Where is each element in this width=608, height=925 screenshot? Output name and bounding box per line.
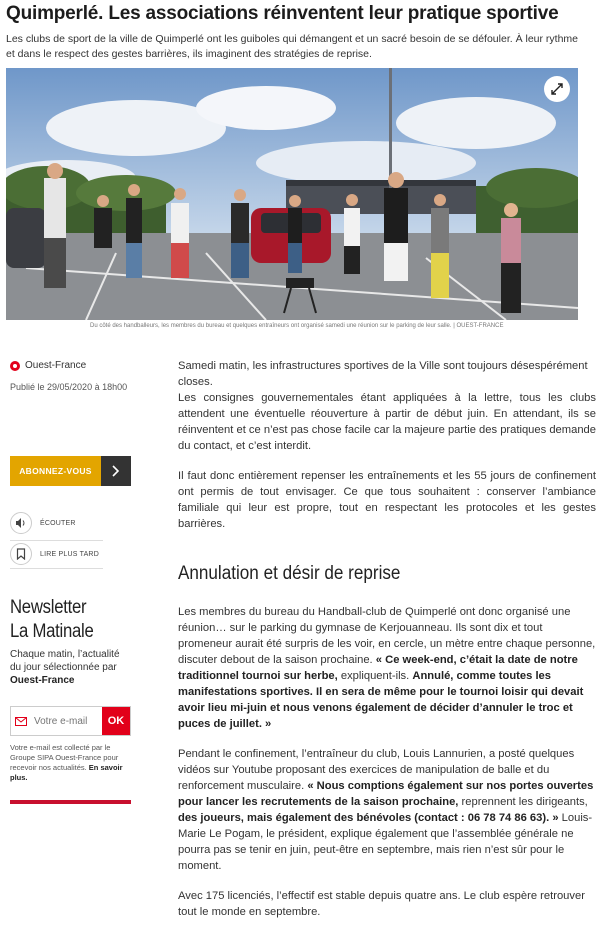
photo-caption: Du côté des handballeurs, les membres du bureau et quelques entraîneurs ont organisé samedi une réunion sur le parking de leur salle. | OUEST-FRANCE — [90, 323, 504, 329]
divider — [10, 540, 103, 541]
read-later-button[interactable] — [10, 543, 99, 565]
mail-icon — [11, 707, 31, 735]
newsletter-bottom-bar — [10, 800, 131, 804]
chevron-right-icon — [101, 456, 131, 486]
learn-more-link[interactable]: En savoir plus. — [10, 763, 123, 782]
paragraph: Samedi matin, les infrastructures sportives de la Ville sont toujours désespérément closes. — [178, 360, 588, 388]
publish-date: Publié le 29/05/2020 à 18h00 — [10, 382, 128, 392]
newsletter-form — [10, 706, 131, 736]
quote-text: « Nous comptions également sur nos portes ouvertes pour lancer les recrutements de la saison prochaine, — [178, 780, 594, 808]
newsletter-brand: Ouest-France — [10, 675, 75, 686]
paragraph: Avec 175 licenciés, l’effectif est stable depuis quatre ans. Le club espère retrouver tout le monde en septembre. — [178, 890, 585, 918]
listen-button[interactable] — [10, 512, 76, 534]
paragraph-text: reprennent les dirigeants, — [458, 796, 588, 808]
newsletter-title-line1: Newsletter — [10, 597, 87, 618]
newsletter-title — [10, 596, 94, 644]
article-source[interactable] — [10, 360, 86, 371]
subscribe-button[interactable] — [10, 456, 131, 486]
ouest-france-logo-icon — [10, 361, 20, 371]
article-title: Quimperlé. Les associations réinventent leur pratique sportive — [6, 3, 559, 24]
newsletter-title-line2: La Matinale — [10, 621, 94, 642]
paragraph: Il faut donc entièrement repenser les entraînements et les 55 jours de confinement ont permis de tout envisager. Ce que tous souhaitent : conserver l’ambiance familiale qui leur est propre, tout en respectant les protocoles et les gestes barrières. — [178, 470, 596, 530]
paragraph-text: Pendant le confinement, l’entraîneur du club, Louis Lannurien, a posté quelques vidéos sur Youtube proposant des exercices de manipulation de balle et du renforcement musculaire. — [178, 748, 575, 792]
divider — [10, 568, 103, 569]
photo-scene — [6, 68, 578, 320]
newsletter-desc-text: Chaque matin, l’actualité du jour sélectionnée par — [10, 649, 120, 673]
paragraph — [178, 746, 596, 874]
source-name: Ouest-France — [25, 360, 87, 371]
expand-icon[interactable] — [544, 76, 570, 102]
email-input[interactable] — [31, 707, 102, 735]
article-lead: Les clubs de sport de la ville de Quimperlé ont les guiboles qui démangent et un sacré besoin de se défouler. À leur rythme et dans le respect des gestes barrières, ils imaginent des stratégies de reprise. — [6, 33, 579, 60]
quote-text: Annulé, comme toutes les manifestations sportives. Il en sera de même pour le tournoi loisir qui devait avoir lieu mi-juin et nous venons également de décider d’annuler le troc et puces de juillet. » — [178, 670, 584, 730]
subscribe-label: ABONNEZ-VOUS — [10, 456, 101, 486]
article-body — [178, 358, 596, 925]
listen-label: ÉCOUTER — [40, 519, 76, 527]
read-later-label: LIRE PLUS TARD — [40, 550, 99, 558]
paragraph-text: expliquent-ils. — [337, 670, 413, 682]
paragraph: Les consignes gouvernementales étant appliquées à la lettre, tous les clubs attendent une éventuelle réouverture à partir de début juin. En attendant, ils se réinventent et ce n’est pas chose facile car la majeure partie des pratiques demande du contact, et c’est interdit. — [178, 392, 596, 452]
bookmark-icon — [10, 543, 32, 565]
quote-text: des joueurs, mais également des bénévoles (contact : 06 78 74 86 63). » — [178, 812, 559, 824]
newsletter-legal-text: Votre e-mail est collecté par le Groupe SIPA Ouest-France pour recevoir nos actualités. — [10, 743, 119, 772]
speaker-icon — [10, 512, 32, 534]
quote-text: « Ce week-end, c’était la date de notre traditionnel tournoi sur herbe, — [178, 654, 578, 682]
newsletter-legal — [10, 743, 132, 783]
paragraph — [178, 604, 596, 732]
newsletter-submit-button[interactable]: OK — [102, 707, 130, 735]
paragraph-text: Louis-Marie Le Pogam, le président, explique également que l’assemblée générale ne pourra pas se tenir en juin, peut-être en septembre, mais rien n’est sûr pour le moment. — [178, 812, 593, 872]
section-heading: Annulation et désir de reprise — [178, 563, 401, 584]
paragraph-text: Les membres du bureau du Handball-club de Quimperlé ont donc organisé une réunion… sur le parking du gymnase de Kerjouanneau. Ils sont dix et tout promeneur aurait été surpris de les voir, en cercle, un mètre entre chaque personne, discuter debout de la saison prochaine. — [178, 606, 596, 666]
newsletter-description — [10, 648, 132, 687]
article-photo[interactable] — [6, 68, 578, 320]
